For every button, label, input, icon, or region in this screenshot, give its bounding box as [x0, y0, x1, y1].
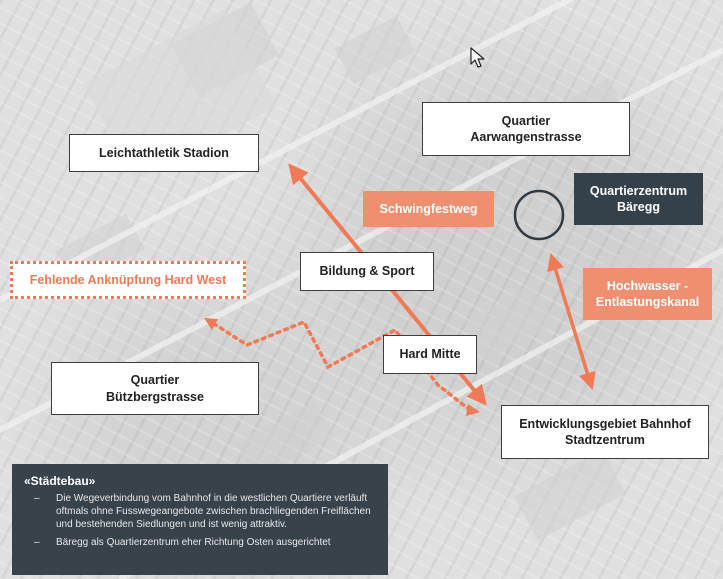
bullet-dash: – [34, 493, 40, 504]
label-quartier-buetzbergstrasse: Quartier Bützbergstrasse [51, 362, 259, 415]
info-title: «Städtebau» [24, 474, 96, 488]
label-entwicklungsgebiet-bahnhof: Entwicklungsgebiet Bahnhof Stadtzentrum [501, 405, 709, 459]
label-quartier-aarwangenstrasse: Quartier Aarwangenstrasse [422, 102, 630, 156]
label-fehlende-anknuepfung: Fehlende Anknüpfung Hard West [10, 261, 246, 299]
info-item-text: Die Wegeverbindung vom Bahnhof in die westlichen Quartiere verläuft oftmals ohne Fusswegeangebote zwischen brachliegenden Freiflächen und bestehenden Siedlungen und ist wenig attraktiv. [56, 493, 371, 530]
info-list [24, 493, 376, 550]
info-list-item [24, 493, 376, 531]
info-list-item [24, 537, 376, 550]
label-schwingfestweg: Schwingfestweg [363, 191, 494, 227]
mouse-cursor-icon [470, 47, 486, 69]
label-bildung-sport: Bildung & Sport [300, 252, 434, 291]
label-quartierzentrum-baeregg: Quartierzentrum Bäregg [574, 173, 703, 225]
label-hard-mitte: Hard Mitte [383, 335, 477, 374]
bullet-dash: – [34, 537, 40, 549]
info-box-staedtebau [12, 464, 388, 575]
label-hochwasser-entlastungskanal: Hochwasser - Entlastungskanal [583, 268, 712, 320]
info-item-text: Bäregg als Quartierzentrum eher Richtung Osten ausgerichtet [56, 537, 331, 549]
label-leichtathletik-stadion: Leichtathletik Stadion [69, 134, 259, 172]
baeregg-circle [515, 191, 563, 239]
